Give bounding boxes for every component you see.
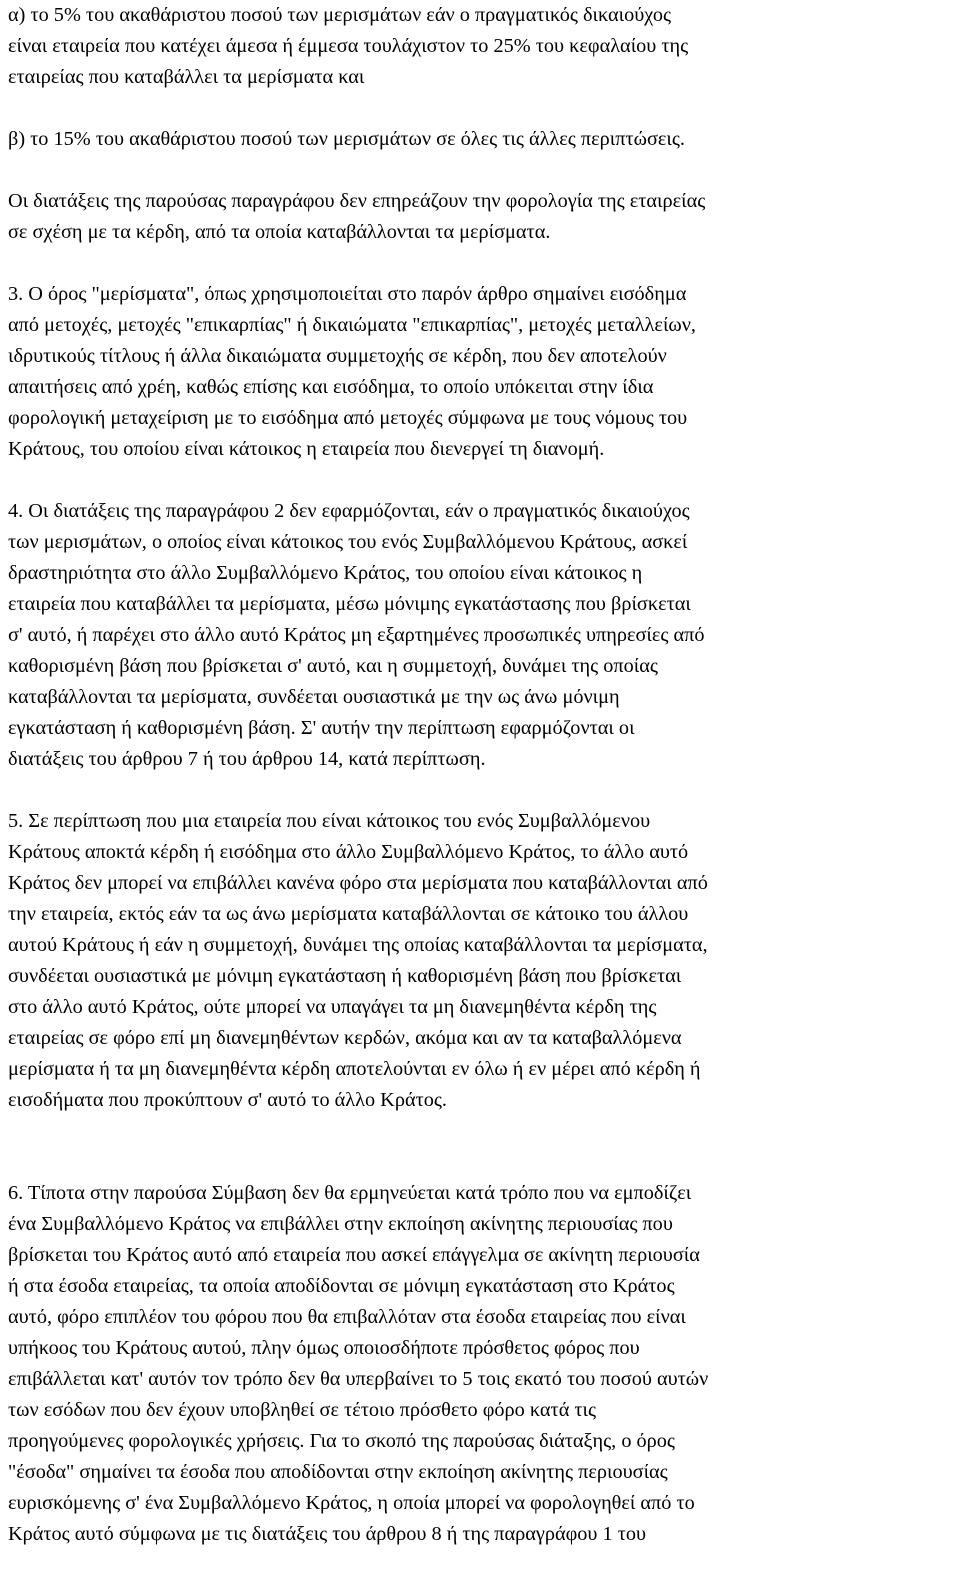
text-line: εισοδήματα που προκύπτουν σ' αυτό το άλλο Κράτος.	[8, 1089, 447, 1111]
paragraph-a	[8, 0, 953, 93]
paragraph-spacer	[8, 775, 953, 806]
text-line: ευρισκόμενης σ' ένα Συμβαλλόμενο Κράτος, η οποία μπορεί να φορολογηθεί από το	[8, 1492, 695, 1514]
paragraph-spacer	[8, 1116, 953, 1178]
text-line: σε σχέση με τα κέρδη, από τα οποία καταβάλλονται τα μερίσματα.	[8, 221, 551, 243]
text-line: καθορισμένη βάση που βρίσκεται σ' αυτό, και η συμμετοχή, δυνάμει της οποίας	[8, 655, 658, 677]
text-line: 3. Ο όρος "μερίσματα", όπως χρησιμοποιείται στο παρόν άρθρο σημαίνει εισόδημα	[8, 283, 687, 305]
text-line: υπήκοος του Κράτους αυτού, πλην όμως οποιοσδήποτε πρόσθετος φόρος που	[8, 1337, 640, 1359]
text-line: Οι διατάξεις της παρούσας παραγράφου δεν επηρεάζουν την φορολογία της εταιρείας	[8, 190, 706, 212]
text-line: των μερισμάτων, ο οποίος είναι κάτοικος του ενός Συμβαλλόμενου Κράτους, ασκεί	[8, 531, 688, 553]
text-line: εταιρείας που καταβάλλει τα μερίσματα και	[8, 66, 365, 88]
paragraph-4	[8, 496, 953, 775]
text-line: στο άλλο αυτό Κράτος, ούτε μπορεί να υπαγάγει τα μη διανεμηθέντα κέρδη της	[8, 996, 657, 1018]
paragraph-3	[8, 279, 953, 465]
paragraph-spacer	[8, 465, 953, 496]
text-line: εταιρείας σε φόρο επί μη διανεμηθέντων κερδών, ακόμα και αν τα καταβαλλόμενα	[8, 1027, 682, 1049]
paragraph-b	[8, 124, 953, 155]
document-page	[8, 0, 953, 1550]
paragraph-6	[8, 1178, 953, 1550]
text-line: 6. Τίποτα στην παρούσα Σύμβαση δεν θα ερμηνεύεται κατά τρόπο που να εμποδίζει	[8, 1182, 692, 1204]
text-line: απαιτήσεις από χρέη, καθώς επίσης και εισόδημα, το οποίο υπόκειται στην ίδια	[8, 376, 654, 398]
paragraph-provisions	[8, 186, 953, 248]
text-line: Κράτους αποκτά κέρδη ή εισόδημα στο άλλο Συμβαλλόμενο Κράτος, το άλλο αυτό	[8, 841, 689, 863]
text-line: φορολογική μεταχείριση με το εισόδημα από μετοχές σύμφωνα με τους νόμους του	[8, 407, 688, 429]
text-line: αυτό, φόρο επιπλέον του φόρου που θα επιβαλλόταν στα έσοδα εταιρείας που είναι	[8, 1306, 686, 1328]
text-line: ή στα έσοδα εταιρείας, τα οποία αποδίδονται σε μόνιμη εγκατάσταση στο Κράτος	[8, 1275, 675, 1297]
text-line: των εσόδων που δεν έχουν υποβληθεί σε τέτοιο πρόσθετο φόρο κατά τις	[8, 1399, 597, 1421]
text-line: σ' αυτό, ή παρέχει στο άλλο αυτό Κράτος μη εξαρτημένες προσωπικές υπηρεσίες από	[8, 624, 705, 646]
text-line: 5. Σε περίπτωση που μια εταιρεία που είναι κάτοικος του ενός Συμβαλλόμενου	[8, 810, 651, 832]
text-line: ιδρυτικούς τίτλους ή άλλα δικαιώματα συμμετοχής σε κέρδη, που δεν αποτελούν	[8, 345, 667, 367]
text-line: α) το 5% του ακαθάριστου ποσού των μερισμάτων εάν ο πραγματικός δικαιούχος	[8, 4, 672, 26]
text-line: εγκατάσταση ή καθορισμένη βάση. Σ' αυτήν την περίπτωση εφαρμόζονται οι	[8, 717, 635, 739]
text-line: Κράτος δεν μπορεί να επιβάλλει κανένα φόρο στα μερίσματα που καταβάλλονται από	[8, 872, 708, 894]
text-line: δραστηριότητα στο άλλο Συμβαλλόμενο Κράτος, του οποίου είναι κάτοικος η	[8, 562, 643, 584]
text-line: από μετοχές, μετοχές "επικαρπίας" ή δικαιώματα "επικαρπίας", μετοχές μεταλλείων,	[8, 314, 696, 336]
text-line: 4. Οι διατάξεις της παραγράφου 2 δεν εφαρμόζονται, εάν ο πραγματικός δικαιούχος	[8, 500, 690, 522]
text-line: επιβάλλεται κατ' αυτόν τον τρόπο δεν θα υπερβαίνει το 5 τοις εκατό του ποσού αυτών	[8, 1368, 709, 1390]
text-line: βρίσκεται του Κράτος αυτό από εταιρεία που ασκεί επάγγελμα σε ακίνητη περιουσία	[8, 1244, 700, 1266]
text-line: διατάξεις του άρθρου 7 ή του άρθρου 14, κατά περίπτωση.	[8, 748, 486, 770]
text-line: προηγούμενες φορολογικές χρήσεις. Για το σκοπό της παρούσας διάταξης, ο όρος	[8, 1430, 675, 1452]
text-line: μερίσματα ή τα μη διανεμηθέντα κέρδη αποτελούνται εν όλω ή εν μέρει από κέρδη ή	[8, 1058, 701, 1080]
text-line: συνδέεται ουσιαστικά με μόνιμη εγκατάσταση ή καθορισμένη βάση που βρίσκεται	[8, 965, 682, 987]
paragraph-spacer	[8, 248, 953, 279]
paragraph-spacer	[8, 155, 953, 186]
text-line: "έσοδα" σημαίνει τα έσοδα που αποδίδονται στην εκποίηση ακίνητης περιουσίας	[8, 1461, 668, 1483]
text-line: β) το 15% του ακαθάριστου ποσού των μερισμάτων σε όλες τις άλλες περιπτώσεις.	[8, 128, 685, 150]
text-line: είναι εταιρεία που κατέχει άμεσα ή έμμεσα τουλάχιστον το 25% του κεφαλαίου της	[8, 35, 689, 57]
text-line: καταβάλλονται τα μερίσματα, συνδέεται ουσιαστικά με την ως άνω μόνιμη	[8, 686, 620, 708]
paragraph-spacer	[8, 93, 953, 124]
paragraph-5	[8, 806, 953, 1116]
text-line: Κράτος αυτό σύμφωνα με τις διατάξεις του άρθρου 8 ή της παραγράφου 1 του	[8, 1523, 647, 1545]
text-line: εταιρεία που καταβάλλει τα μερίσματα, μέσω μόνιμης εγκατάστασης που βρίσκεται	[8, 593, 691, 615]
text-line: ένα Συμβαλλόμενο Κράτος να επιβάλλει στην εκποίηση ακίνητης περιουσίας που	[8, 1213, 673, 1235]
text-line: Κράτους, του οποίου είναι κάτοικος η εταιρεία που διενεργεί τη διανομή.	[8, 438, 605, 460]
text-line: αυτού Κράτους ή εάν η συμμετοχή, δυνάμει της οποίας καταβάλλονται τα μερίσματα,	[8, 934, 708, 956]
text-line: την εταιρεία, εκτός εάν τα ως άνω μερίσματα καταβάλλονται σε κάτοικο του άλλου	[8, 903, 689, 925]
